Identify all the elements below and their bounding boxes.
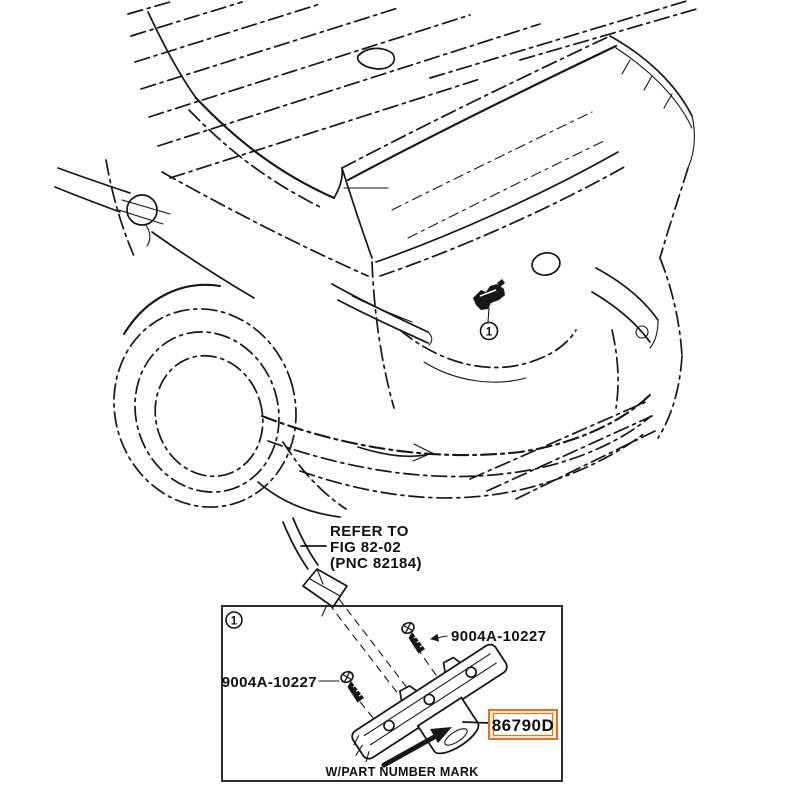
wire-connector-icon xyxy=(303,569,347,616)
bolt-label-left: 9004A-10227 xyxy=(221,674,317,691)
right-taillight xyxy=(592,268,658,348)
rear-wheel-arch xyxy=(89,285,346,531)
camera-location-marker xyxy=(473,279,505,310)
box-callout-1 xyxy=(226,612,242,628)
part-code-text: 86790D xyxy=(491,716,555,735)
vehicle-callout-1 xyxy=(481,308,498,340)
screw-icon xyxy=(400,621,426,654)
part-note-text: W/PART NUMBER MARK xyxy=(325,765,479,779)
refer-note-line1: REFER TO xyxy=(330,523,409,540)
screw-right-group xyxy=(400,621,546,654)
emblem-oval xyxy=(530,250,562,277)
refer-note-line2: FIG 82-02 xyxy=(330,539,402,556)
left-taillight xyxy=(332,284,432,345)
screw-icon xyxy=(339,670,365,703)
liftgate-garnish xyxy=(376,152,626,278)
detail-inset-box xyxy=(222,606,562,796)
left-pillar xyxy=(148,12,342,208)
bolt-label-right: 9004A-10227 xyxy=(451,628,547,645)
vehicle-rear-illustration xyxy=(55,0,700,531)
spoiler xyxy=(610,36,694,258)
screw-left-group xyxy=(222,670,365,703)
right-quarter-panel xyxy=(658,258,682,438)
box-callout-number: 1 xyxy=(230,615,238,628)
rear-bumper xyxy=(258,393,655,517)
part-code-leader xyxy=(463,722,489,723)
roof-hatch-lines xyxy=(128,0,700,178)
label-arrow-right xyxy=(431,636,447,639)
left-body-side xyxy=(55,160,368,298)
connector-axis-dashed xyxy=(329,604,399,695)
refer-note-line3: (PNC 82184) xyxy=(330,555,422,572)
vehicle-callout-number: 1 xyxy=(485,326,493,339)
